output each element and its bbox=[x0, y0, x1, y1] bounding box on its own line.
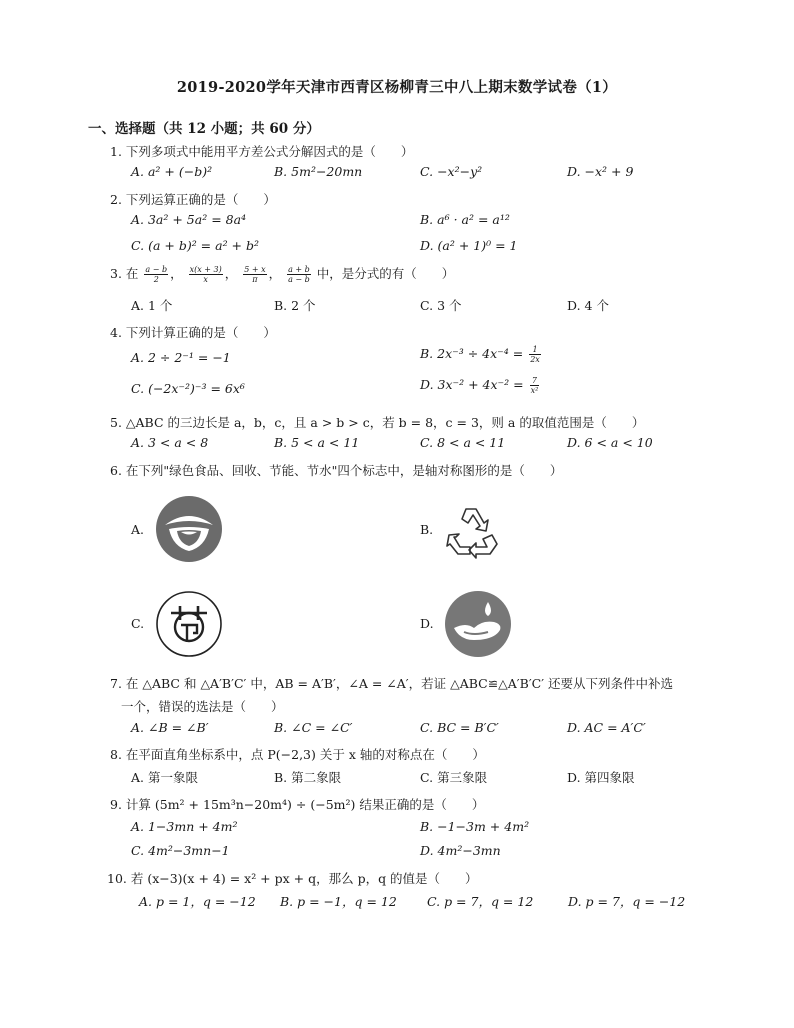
question-7-option-c: C. BC = B′C′ bbox=[420, 720, 499, 735]
water-saving-logo-icon bbox=[444, 590, 512, 658]
energy-saving-logo-icon bbox=[155, 590, 223, 658]
fraction-2: $\frac{x(x + 3)}{x}$ bbox=[189, 265, 222, 284]
question-4-stem: 4. 下列计算正确的是（ ） bbox=[110, 325, 276, 340]
question-1-option-d: D. −x² + 9 bbox=[567, 164, 634, 179]
question-7-option-b: B. ∠C = ∠C′ bbox=[274, 720, 353, 735]
question-6-option-d: D. bbox=[420, 616, 434, 631]
question-6-option-a: A. bbox=[131, 522, 145, 537]
question-3-option-d: D. 4 个 bbox=[567, 298, 609, 313]
question-6-option-b: B. bbox=[420, 522, 434, 537]
question-1-option-b: B. 5m²−20mn bbox=[274, 164, 363, 179]
question-5-stem: 5. △ABC 的三边长是 a，b，c，且 a > b > c，若 b = 8，c = 3，则 a 的取值范围是（ ） bbox=[110, 415, 645, 430]
question-4-option-b: B. 2x⁻³ ÷ 4x⁻⁴ = $\frac{1}{2x}$ bbox=[420, 345, 540, 364]
question-7-stem-line2: 一个，错误的选法是（ ） bbox=[121, 699, 284, 714]
question-2-option-b: B. a⁶ · a² = a¹² bbox=[420, 212, 510, 227]
question-9-option-d: D. 4m²−3mn bbox=[420, 843, 501, 858]
question-3-prefix: 3. 在 bbox=[110, 266, 139, 281]
question-8-option-a: A. 第一象限 bbox=[131, 770, 198, 785]
recycle-logo-icon bbox=[440, 497, 508, 565]
question-5-option-d: D. 6 < a < 10 bbox=[567, 435, 653, 450]
fraction-1: $\frac{a - b}{2}$ bbox=[145, 265, 168, 284]
question-2-stem: 2. 下列运算正确的是（ ） bbox=[110, 192, 276, 207]
question-7-option-a: A. ∠B = ∠B′ bbox=[131, 720, 209, 735]
question-10-option-b: B. p = −1，q = 12 bbox=[280, 894, 397, 909]
question-5-option-b: B. 5 < a < 11 bbox=[274, 435, 360, 450]
question-2-option-a: A. 3a² + 5a² = 8a⁴ bbox=[131, 212, 247, 227]
question-2-option-c: C. (a + b)² = a² + b² bbox=[131, 238, 260, 253]
question-10-option-a: A. p = 1，q = −12 bbox=[139, 894, 256, 909]
question-9-option-b: B. −1−3m + 4m² bbox=[420, 819, 530, 834]
question-8-option-c: C. 第三象限 bbox=[420, 770, 488, 785]
question-9-option-c: C. 4m²−3mn−1 bbox=[131, 843, 230, 858]
question-3-suffix: 中，是分式的有（ ） bbox=[316, 266, 455, 281]
question-8-stem: 8. 在平面直角坐标系中，点 P(−2,3) 关于 x 轴的对称点在（ ） bbox=[110, 747, 485, 762]
question-3-option-a: A. 1 个 bbox=[131, 298, 173, 313]
question-3-option-c: C. 3 个 bbox=[420, 298, 462, 313]
question-6-stem: 6. 在下列"绿色食品、回收、节能、节水"四个标志中，是轴对称图形的是（ ） bbox=[110, 463, 563, 478]
option-b-fraction: $\frac{1}{2x}$ bbox=[530, 345, 540, 364]
question-8-option-b: B. 第二象限 bbox=[274, 770, 342, 785]
question-10-option-c: C. p = 7，q = 12 bbox=[427, 894, 534, 909]
question-9-option-a: A. 1−3mn + 4m² bbox=[131, 819, 238, 834]
option-d-fraction: $\frac{7}{\text{x²}}$ bbox=[530, 376, 539, 395]
question-9-stem: 9. 计算 (5m² + 15m³n−20m⁴) ÷ (−5m²) 结果正确的是（ ） bbox=[110, 797, 485, 812]
question-3-stem: 3. 在 $\frac{a - b}{2}$ ， $\frac{x(x + 3)}{x}$ ， $\frac{5 + x}{\pi}$ ， $\frac{a + b}{a - b}$ 中，是分式的有（ ） bbox=[110, 265, 455, 284]
page-title: 2019-2020学年天津市西青区杨柳青三中八上期末数学试卷（1） bbox=[176, 79, 618, 96]
question-10-option-d: D. p = 7，q = −12 bbox=[568, 894, 686, 909]
question-2-option-d: D. (a² + 1)⁰ = 1 bbox=[420, 238, 518, 253]
question-10-stem: 10. 若 (x−3)(x + 4) = x² + px + q，那么 p，q 的值是（ ） bbox=[107, 871, 478, 886]
question-7-option-d: D. AC = A′C′ bbox=[567, 720, 646, 735]
question-1-option-c: C. −x²−y² bbox=[420, 164, 483, 179]
question-4-option-a: A. 2 ÷ 2⁻¹ = −1 bbox=[131, 350, 231, 365]
fraction-3: $\frac{5 + x}{\pi}$ bbox=[244, 265, 266, 284]
question-8-option-d: D. 第四象限 bbox=[567, 770, 635, 785]
section-heading: 一、选择题（共 12 小题；共 60 分） bbox=[88, 121, 320, 137]
question-5-option-c: C. 8 < a < 11 bbox=[420, 435, 506, 450]
question-6-option-c: C. bbox=[131, 616, 145, 631]
question-1-option-a: A. a² + (−b)² bbox=[131, 164, 213, 179]
green-food-logo-icon bbox=[155, 495, 223, 563]
question-4-option-c: C. (−2x⁻²)⁻³ = 6x⁶ bbox=[131, 381, 245, 396]
question-5-option-a: A. 3 < a < 8 bbox=[131, 435, 209, 450]
question-3-option-b: B. 2 个 bbox=[274, 298, 316, 313]
question-4-option-d: D. 3x⁻² + 4x⁻² = $\frac{7}{\text{x²}}$ bbox=[420, 376, 539, 395]
question-7-stem-line1: 7. 在 △ABC 和 △A′B′C′ 中，AB = A′B′，∠A = ∠A′，若证 △ABC≌△A′B′C′ 还要从下列条件中补选 bbox=[110, 676, 674, 691]
question-1-stem: 1. 下列多项式中能用平方差公式分解因式的是（ ） bbox=[110, 144, 414, 159]
fraction-4: $\frac{a + b}{a - b}$ bbox=[288, 265, 310, 284]
